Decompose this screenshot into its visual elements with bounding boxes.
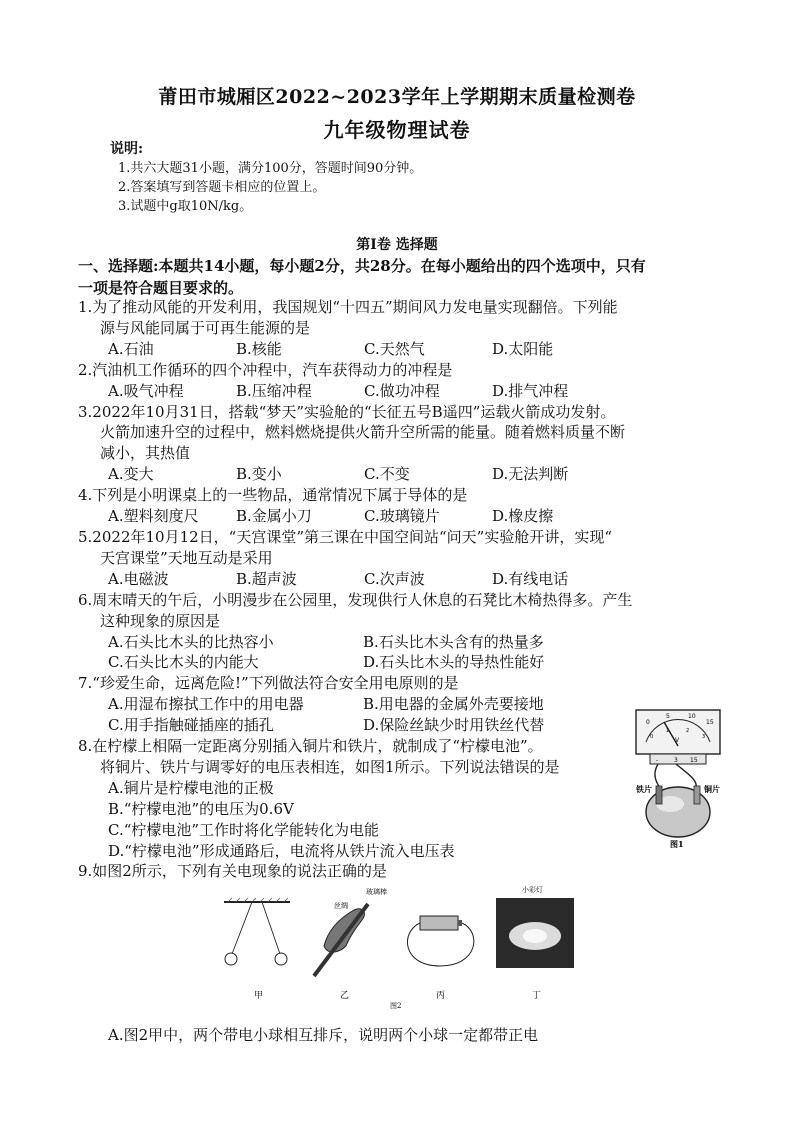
scale-label: 0 [650,734,654,740]
question-8 [78,736,638,861]
question-3 [78,402,728,486]
option-b: B.金属小刀 [236,507,312,526]
section-heading [78,255,728,299]
option-d: D.橡皮擦 [492,507,554,526]
question-stem: 这种现象的原因是 [100,611,221,630]
option-d: D.无法判断 [492,465,569,484]
scale-label: 15 [706,719,714,726]
part-title: 第I卷 选择题 [356,237,438,253]
options [78,464,728,485]
option-d: D.有线电话 [492,569,569,588]
options [78,652,728,673]
options [78,694,728,715]
option-a: A.铜片是柠檬电池的正极 [108,778,274,797]
figure-2-label-ding: 丁 [532,991,542,1001]
options [78,339,728,360]
question-5 [78,527,728,590]
question-7 [78,673,728,736]
instructions [110,140,422,216]
option-c: C.石头比木头的内能大 [108,653,259,672]
battery-terminal [458,920,462,926]
question-1 [78,297,728,360]
question-stem: 3.2022年10月31日，搭载“梦天”实验舱的“长征五号B遥四”运载火箭成功发射。 [78,402,616,421]
question-4 [78,485,728,527]
thread-left [232,902,252,954]
option-d: D.太阳能 [492,339,554,358]
scale-label: 0 [646,719,650,726]
thread-right [262,902,280,954]
question-stem: 7.“珍爱生命，远离危险!”下列做法符合安全用电原则的是 [78,674,459,693]
option-a: A.塑料刻度尺 [108,507,199,526]
terminal-label: 3 [674,757,678,764]
voltmeter-unit: V [675,737,680,744]
exam-subtitle: 九年级物理试卷 [323,118,471,142]
option-b: B.超声波 [236,569,297,588]
option-d: D.排气冲程 [492,381,569,400]
terminal-label: 15 [690,757,698,764]
scale-label: 2 [686,728,690,734]
options [78,715,728,736]
option-c: C.次声波 [364,569,425,588]
figure-2-label-yi: 乙 [340,991,350,1001]
option-d: D.保险丝缺少时用铁丝代替 [363,716,545,735]
option-a: A.用湿布擦拭工作中的用电器 [108,695,304,714]
figure-2-label-bing: 丙 [436,991,446,1001]
option-b: B.核能 [236,339,282,358]
scale-label: 5 [666,713,670,720]
instruction-item: 3.试题中g取10N/kg。 [118,199,253,214]
section-heading-line: 一、选择题:本题共14小题，每小题2分，共28分。在每小题给出的四个选项中，只有 [78,257,646,275]
instructions-heading: 说明: [110,141,144,157]
question-stem: 将铜片、铁片与调零好的电压表相连，如图1所示。下列说法错误的是 [100,757,560,776]
glass-label: 玻璃棒 [366,888,387,896]
question-stem: 5.2022年10月12日，“天宫课堂”第三课在中国空间站“问天”实验舱开讲，实现“ [78,527,613,546]
lamp-label: 小彩灯 [522,886,543,894]
scale-label: 3 [702,734,706,740]
option-b: B.石头比木头含有的热量多 [363,632,544,651]
question-list [78,297,728,882]
glass-rod [314,904,368,976]
question-stem: 4.下列是小明课桌上的一些物品，通常情况下属于导体的是 [78,486,468,505]
charged-ball-left [225,953,237,965]
question-2 [78,360,728,402]
lemon [646,787,710,837]
battery [420,916,458,930]
question-stem: 天宫课堂”天地互动是采用 [100,548,273,567]
question-9-option-a: A.图2甲中，两个带电小球相互排斥，说明两个小球一定都带正电 [108,1026,539,1044]
instruction-item: 1.共六大题31小题，满分100分，答题时间90分钟。 [118,161,423,176]
question-6 [78,590,728,674]
scale-label: 10 [688,713,696,720]
option-a: A.石油 [108,339,154,358]
wire-right [676,764,696,788]
question-stem: 减小，其热值 [100,444,191,463]
options [78,632,728,653]
iron-plate [656,786,662,804]
option-a: A.石头比木头的比热容小 [108,632,274,651]
copper-plate [694,786,700,804]
option-c: C.用手指触碰插座的插孔 [108,716,274,735]
question-stem: 9.如图2所示，下列有关电现象的说法正确的是 [78,862,387,881]
option-c: C.天然气 [364,339,425,358]
section-heading-line: 一项是符合题目要求的。 [78,279,244,297]
copper-label: 铜片 [704,784,720,794]
option-c: C.不变 [364,465,410,484]
question-stem: 1.为了推动风能的开发利用，我国规划“十四五”期间风力发电量实现翻倍。下列能 [78,298,618,316]
option-c: C.“柠檬电池”工作时将化学能转化为电能 [108,820,380,839]
silk-label: 丝绸 [334,902,348,910]
question-stem: 2.汽油机工作循环的四个冲程中，汽车获得动力的冲程是 [78,360,453,379]
charged-ball-right [275,953,287,965]
figure-2-electric-phenomena [216,880,578,1010]
lights-center [523,929,547,943]
iron-label: 铁片 [636,784,652,794]
option-c: C.做功冲程 [364,381,440,400]
terminal-label: - [656,757,659,764]
option-b: B.用电器的金属外壳要接地 [363,695,544,714]
figure-2-label-jia: 甲 [254,991,264,1001]
question-stem: 火箭加速升空的过程中，燃料燃烧提供火箭升空所需的能量。随着燃料质量不断 [100,423,626,442]
figure-1-caption: 图1 [670,839,684,848]
figure-2-caption: 图2 [390,1002,402,1010]
option-b: B.压缩冲程 [236,381,312,400]
option-c: C.玻璃镜片 [364,507,440,526]
question-stem: 8.在柠檬上相隔一定距离分别插入铜片和铁片，就制成了“柠檬电池”。 [78,737,543,756]
instruction-item: 2.答案填写到答题卡相应的位置上。 [118,180,326,195]
question-stem: 源与风能同属于可再生能源的是 [100,318,311,337]
figure-1-lemon-battery [632,708,724,848]
exam-title: 莆田市城厢区2022~2023学年上学期期末质量检测卷 [158,86,636,108]
option-b: B.“柠檬电池”的电压为0.6V [108,799,294,818]
option-a: A.电磁波 [108,569,169,588]
options [78,381,728,402]
options [78,569,728,590]
option-d: D.石头比木头的导热性能好 [363,653,545,672]
scale-label: 1 [666,728,670,734]
option-b: B.变小 [236,465,282,484]
option-d: D.“柠檬电池”形成通路后，电流将从铁片流入电压表 [108,841,455,860]
question-stem: 6.周末晴天的午后，小明漫步在公园里，发现供行人休息的石凳比木椅热得多。产生 [78,590,633,609]
option-a: A.变大 [108,465,154,484]
voltmeter-body [636,710,720,754]
options [78,506,728,527]
wire-left [655,764,660,788]
option-a: A.吸气冲程 [108,381,184,400]
